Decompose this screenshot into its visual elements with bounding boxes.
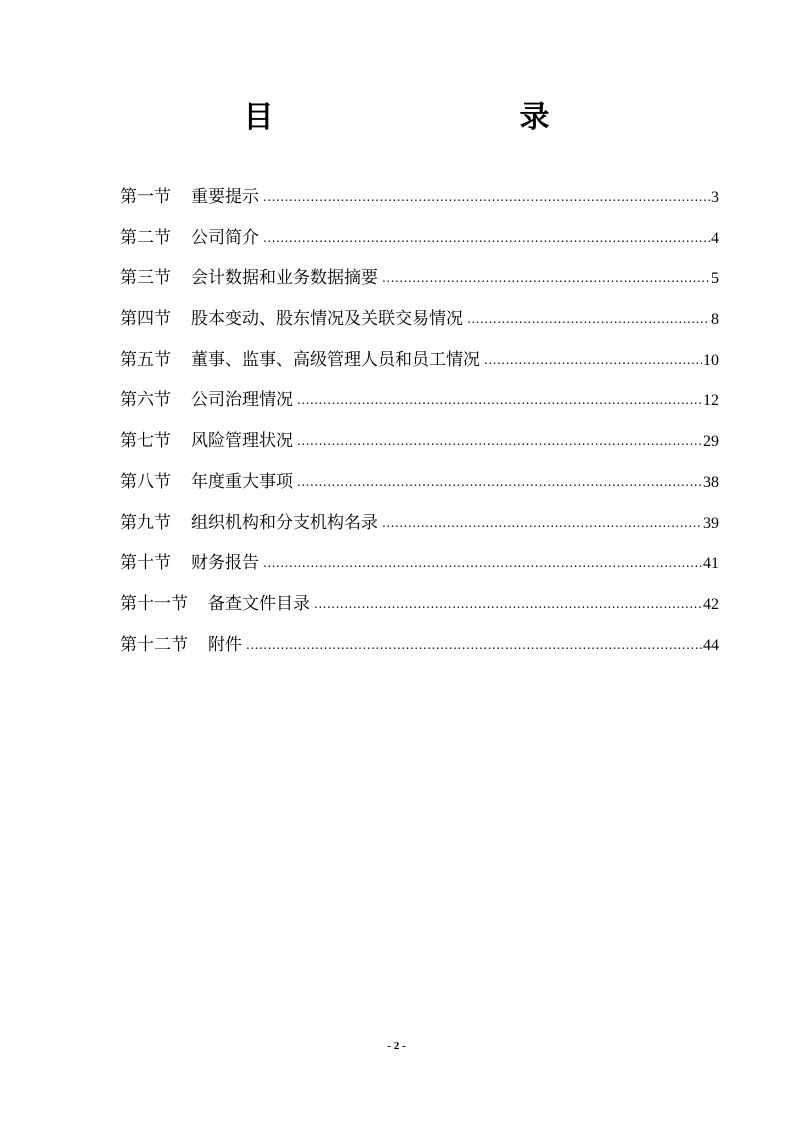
page-footer-number: - 2 - [387, 1040, 406, 1052]
toc-page-number: 4 [711, 229, 719, 247]
toc-entry-11[interactable] [120, 591, 719, 632]
toc-title: 目 录 [243, 100, 612, 135]
toc-leader-dots [263, 225, 710, 251]
toc-section-name: 年度重大事项 [191, 471, 293, 492]
toc-entry-6[interactable] [120, 387, 719, 428]
toc-leader-dots [382, 265, 710, 291]
toc-section-name: 组织机构和分支机构名录 [191, 512, 378, 533]
toc-leader-dots [314, 591, 702, 617]
toc-leader-dots [263, 550, 702, 576]
toc-page-number: 12 [703, 392, 719, 410]
toc-section-name: 股本变动、股东情况及关联交易情况 [191, 309, 463, 330]
toc-section-number: 第七节 [120, 431, 171, 452]
toc-section-number: 第二节 [120, 227, 171, 248]
toc-section-name: 财务报告 [191, 553, 259, 574]
toc-page-number: 5 [711, 270, 719, 288]
toc-page-number: 42 [703, 595, 719, 613]
toc-section-number: 第八节 [120, 471, 171, 492]
toc-section-number: 第六节 [120, 390, 171, 411]
toc-page-number: 8 [711, 311, 719, 329]
toc-page-number: 44 [703, 636, 719, 654]
toc-page-number: 38 [703, 473, 719, 491]
toc-entry-4[interactable] [120, 306, 719, 347]
toc-leader-dots [382, 510, 702, 536]
toc-leader-dots [484, 347, 702, 373]
toc-page-number: 29 [703, 433, 719, 451]
toc-entry-8[interactable] [120, 469, 719, 510]
toc-page-number: 39 [703, 514, 719, 532]
toc-entry-1[interactable] [120, 184, 719, 225]
toc-entry-2[interactable] [120, 225, 719, 266]
toc-section-name: 董事、监事、高级管理人员和员工情况 [191, 349, 480, 370]
toc-section-number: 第十节 [120, 553, 171, 574]
toc-section-number: 第一节 [120, 187, 171, 207]
toc-entry-3[interactable] [120, 265, 719, 306]
toc-section-name: 公司简介 [191, 227, 259, 248]
toc-leader-dots [297, 387, 702, 413]
toc-page-number: 41 [703, 555, 719, 573]
toc-section-name: 附件 [208, 634, 242, 655]
toc-page-number: 10 [703, 351, 719, 369]
toc-section-number: 第十一节 [120, 593, 188, 614]
toc-section-number: 第四节 [120, 309, 171, 330]
toc-section-number: 第五节 [120, 349, 171, 370]
toc-entry-12[interactable] [120, 632, 719, 673]
toc-entry-10[interactable] [120, 550, 719, 591]
toc-section-name: 重要提示 [191, 187, 259, 207]
toc-entry-9[interactable] [120, 510, 719, 551]
toc-section-name: 会计数据和业务数据摘要 [191, 268, 378, 289]
toc-entry-5[interactable] [120, 347, 719, 388]
toc-leader-dots [467, 306, 710, 332]
toc-section-name: 备查文件目录 [208, 593, 310, 614]
toc-section-number: 第十二节 [120, 634, 188, 655]
toc-leader-dots [297, 469, 702, 495]
toc-section-number: 第九节 [120, 512, 171, 533]
toc-section-name: 公司治理情况 [191, 390, 293, 411]
toc-leader-dots [263, 184, 710, 210]
toc-leader-dots [297, 428, 702, 454]
toc-page-number: 3 [711, 189, 719, 206]
toc-entry-7[interactable] [120, 428, 719, 469]
toc-leader-dots [246, 632, 702, 658]
toc-section-name: 风险管理状况 [191, 431, 293, 452]
toc-section-number: 第三节 [120, 268, 171, 289]
table-of-contents [120, 184, 719, 672]
